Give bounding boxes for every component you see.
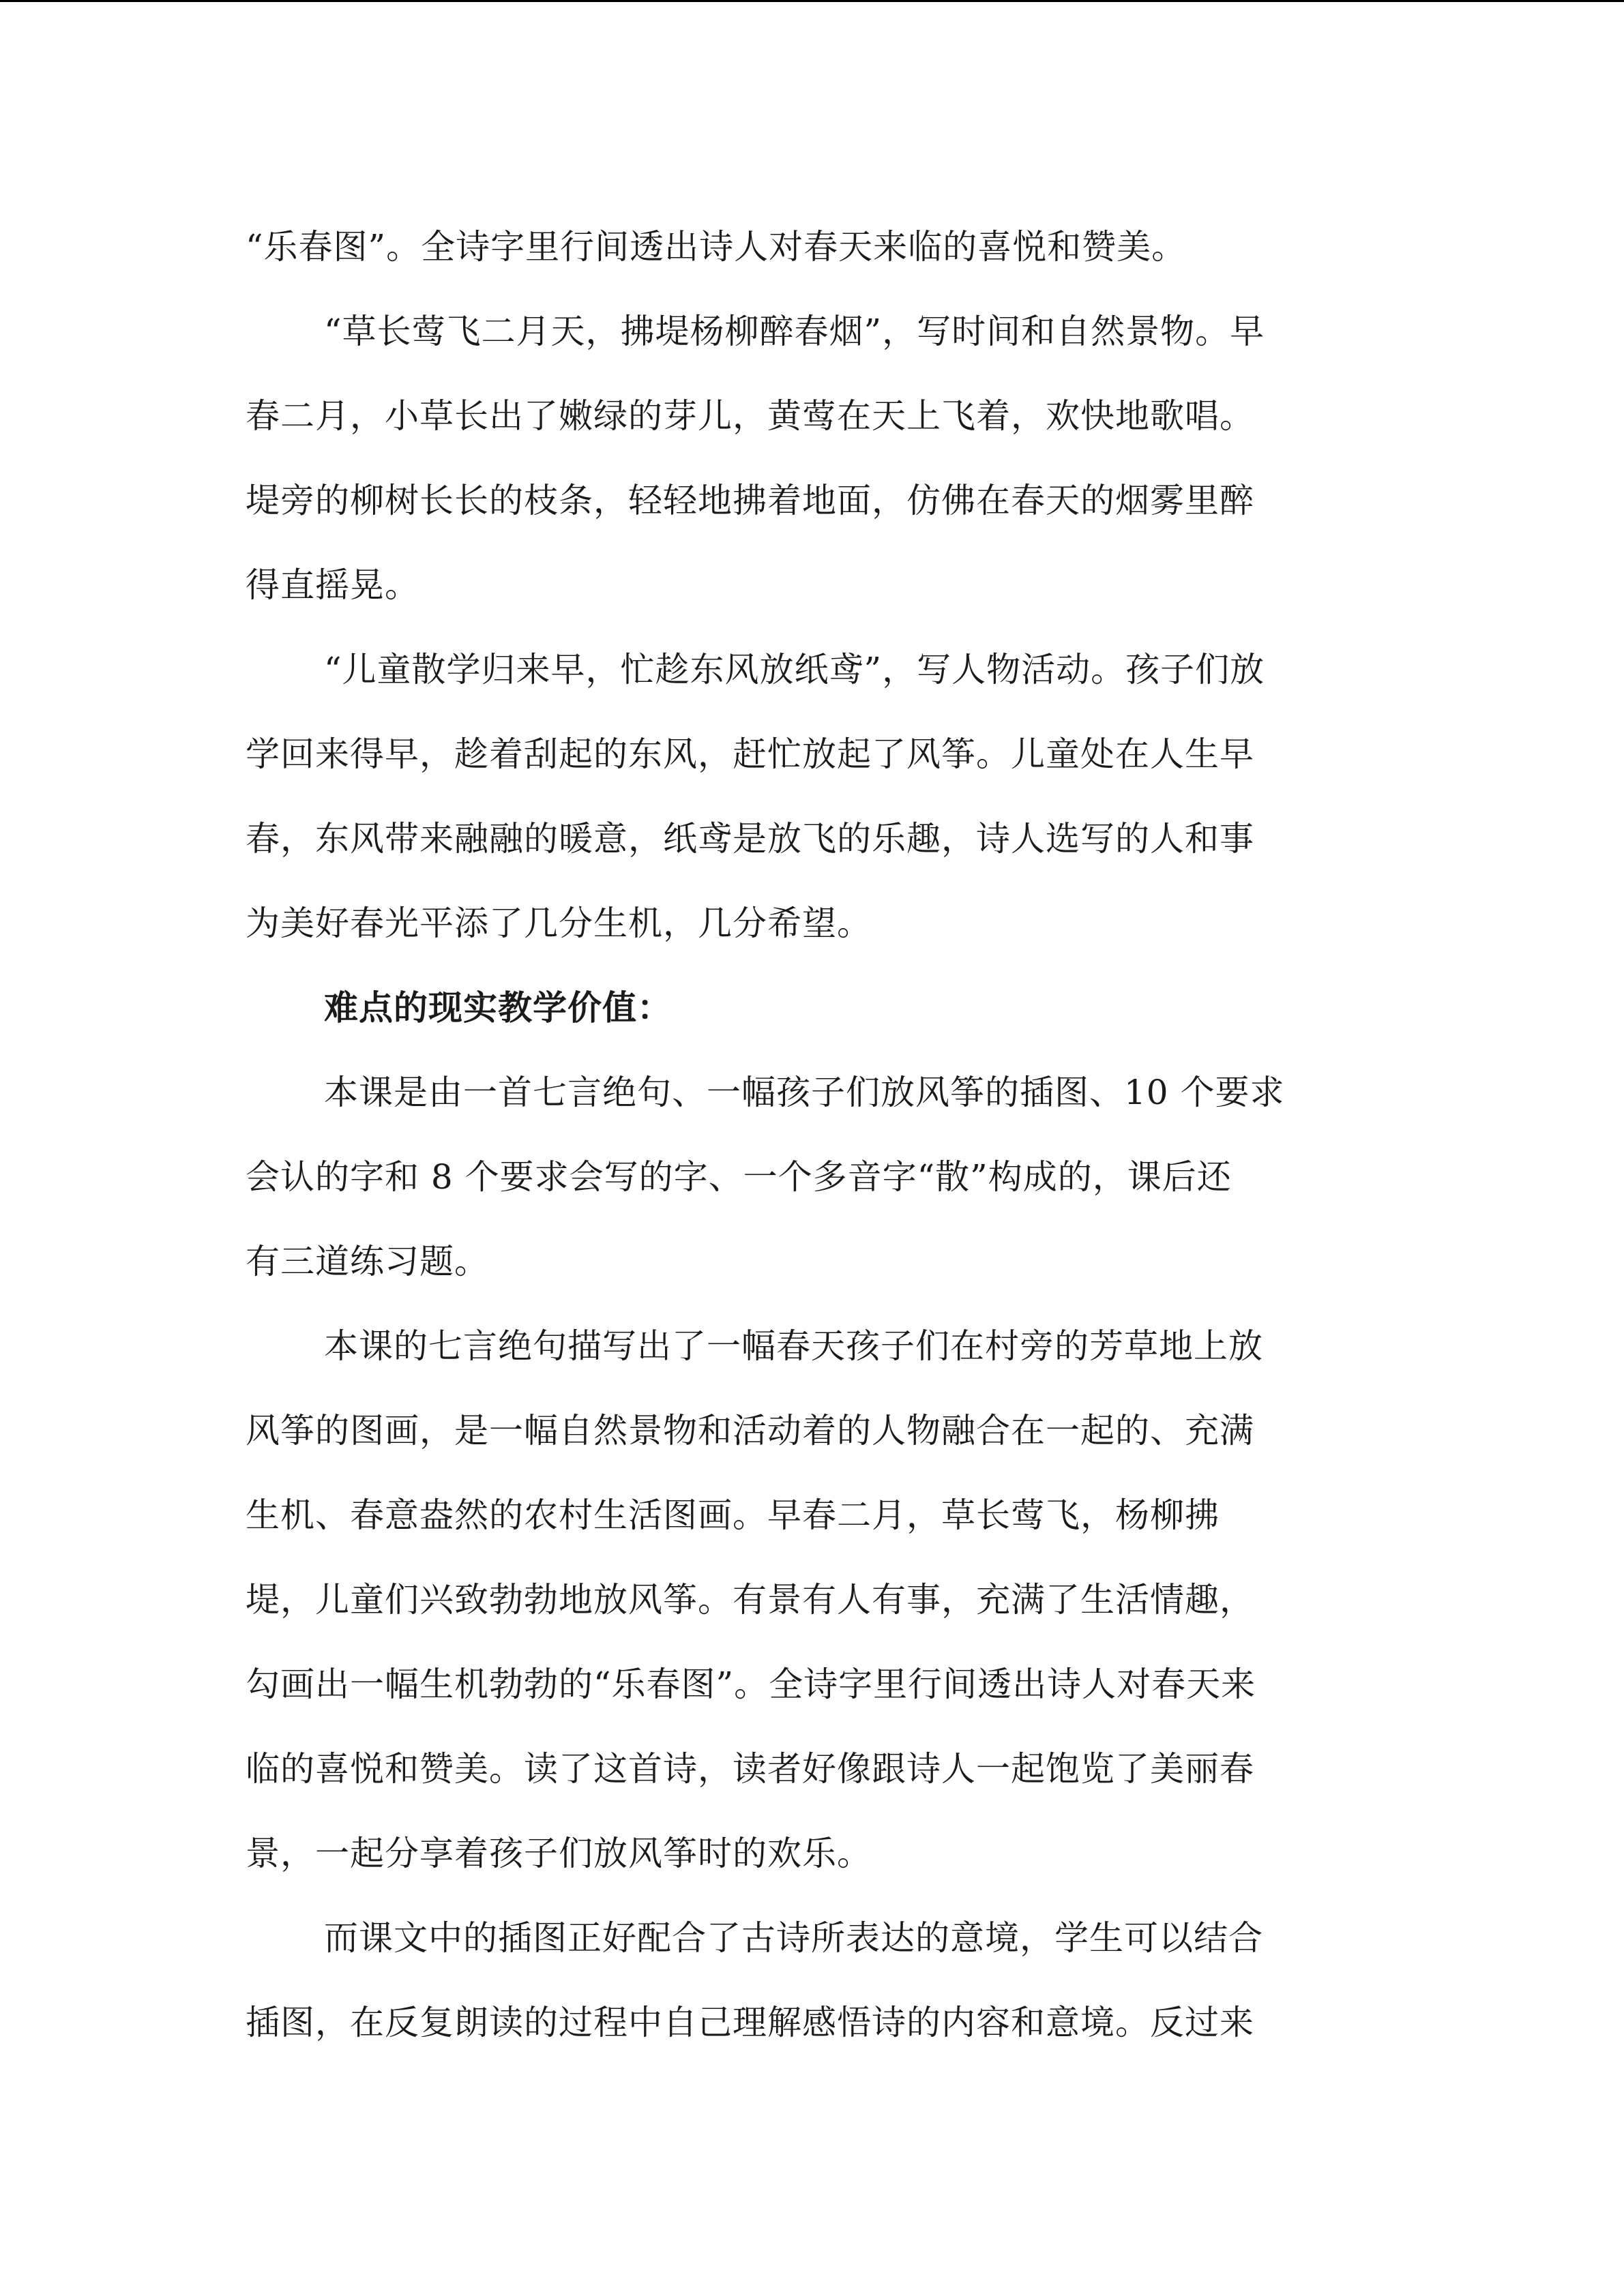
text-line: 春，东风带来融融的暖意，纸鸢是放飞的乐趣，诗人选写的人和事 [246,819,1254,859]
text-line: 得直摇晃。 [246,565,419,605]
text-line: 勾画出一幅生机勃勃的“乐春图”。全诗字里行间透出诗人对春天来 [246,1665,1256,1704]
text-line: 为美好春光平添了几分生机，几分希望。 [246,904,872,943]
text-line: 插图，在反复朗读的过程中自己理解感悟诗的内容和意境。反过来 [246,2003,1254,2042]
text-line: 有三道练习题。 [246,1242,489,1281]
text-line: 景，一起分享着孩子们放风筝时的欢乐。 [246,1834,872,1873]
text-line: 生机、春意盎然的农村生活图画。早春二月，草长莺飞，杨柳拂 [246,1495,1220,1535]
text-line: “乐春图”。全诗字里行间透出诗人对春天来临的喜悦和赞美。 [246,227,1187,267]
text-line: 临的喜悦和赞美。读了这首诗，读者好像跟诗人一起饱览了美丽春 [246,1749,1254,1789]
document-page [246,205,1378,2065]
text-line: 会认的字和 8 个要求会写的字、一个多音字“散”构成的，课后还 [246,1157,1232,1197]
text-line: 而课文中的插图正好配合了古诗所表达的意境，学生可以结合 [324,1918,1263,1958]
page-top-border [0,0,1624,2]
text-line: “草长莺飞二月天，拂堤杨柳醉春烟”，写时间和自然景物。早 [324,312,1265,351]
text-line: “儿童散学归来早，忙趁东风放纸鸢”，写人物活动。孩子们放 [324,650,1265,689]
text-line: 学回来得早，趁着刮起的东风，赶忙放起了风筝。儿童处在人生早 [246,734,1254,774]
text-line: 本课是由一首七言绝句、一幅孩子们放风筝的插图、10 个要求 [324,1073,1285,1112]
text-line: 堤，儿童们兴致勃勃地放风筝。有景有人有事，充满了生活情趣， [246,1580,1254,1620]
text-line: 风筝的图画，是一幅自然景物和活动着的人物融合在一起的、充满 [246,1411,1254,1450]
text-line: 春二月，小草长出了嫩绿的芽儿，黄莺在天上飞着，欢快地歌唱。 [246,396,1254,436]
text-line: 本课的七言绝句描写出了一幅春天孩子们在村旁的芳草地上放 [324,1326,1263,1366]
section-heading: 难点的现实教学价值： [324,987,672,1028]
text-line: 堤旁的柳树长长的枝条，轻轻地拂着地面，仿佛在春天的烟雾里醉 [246,481,1254,520]
